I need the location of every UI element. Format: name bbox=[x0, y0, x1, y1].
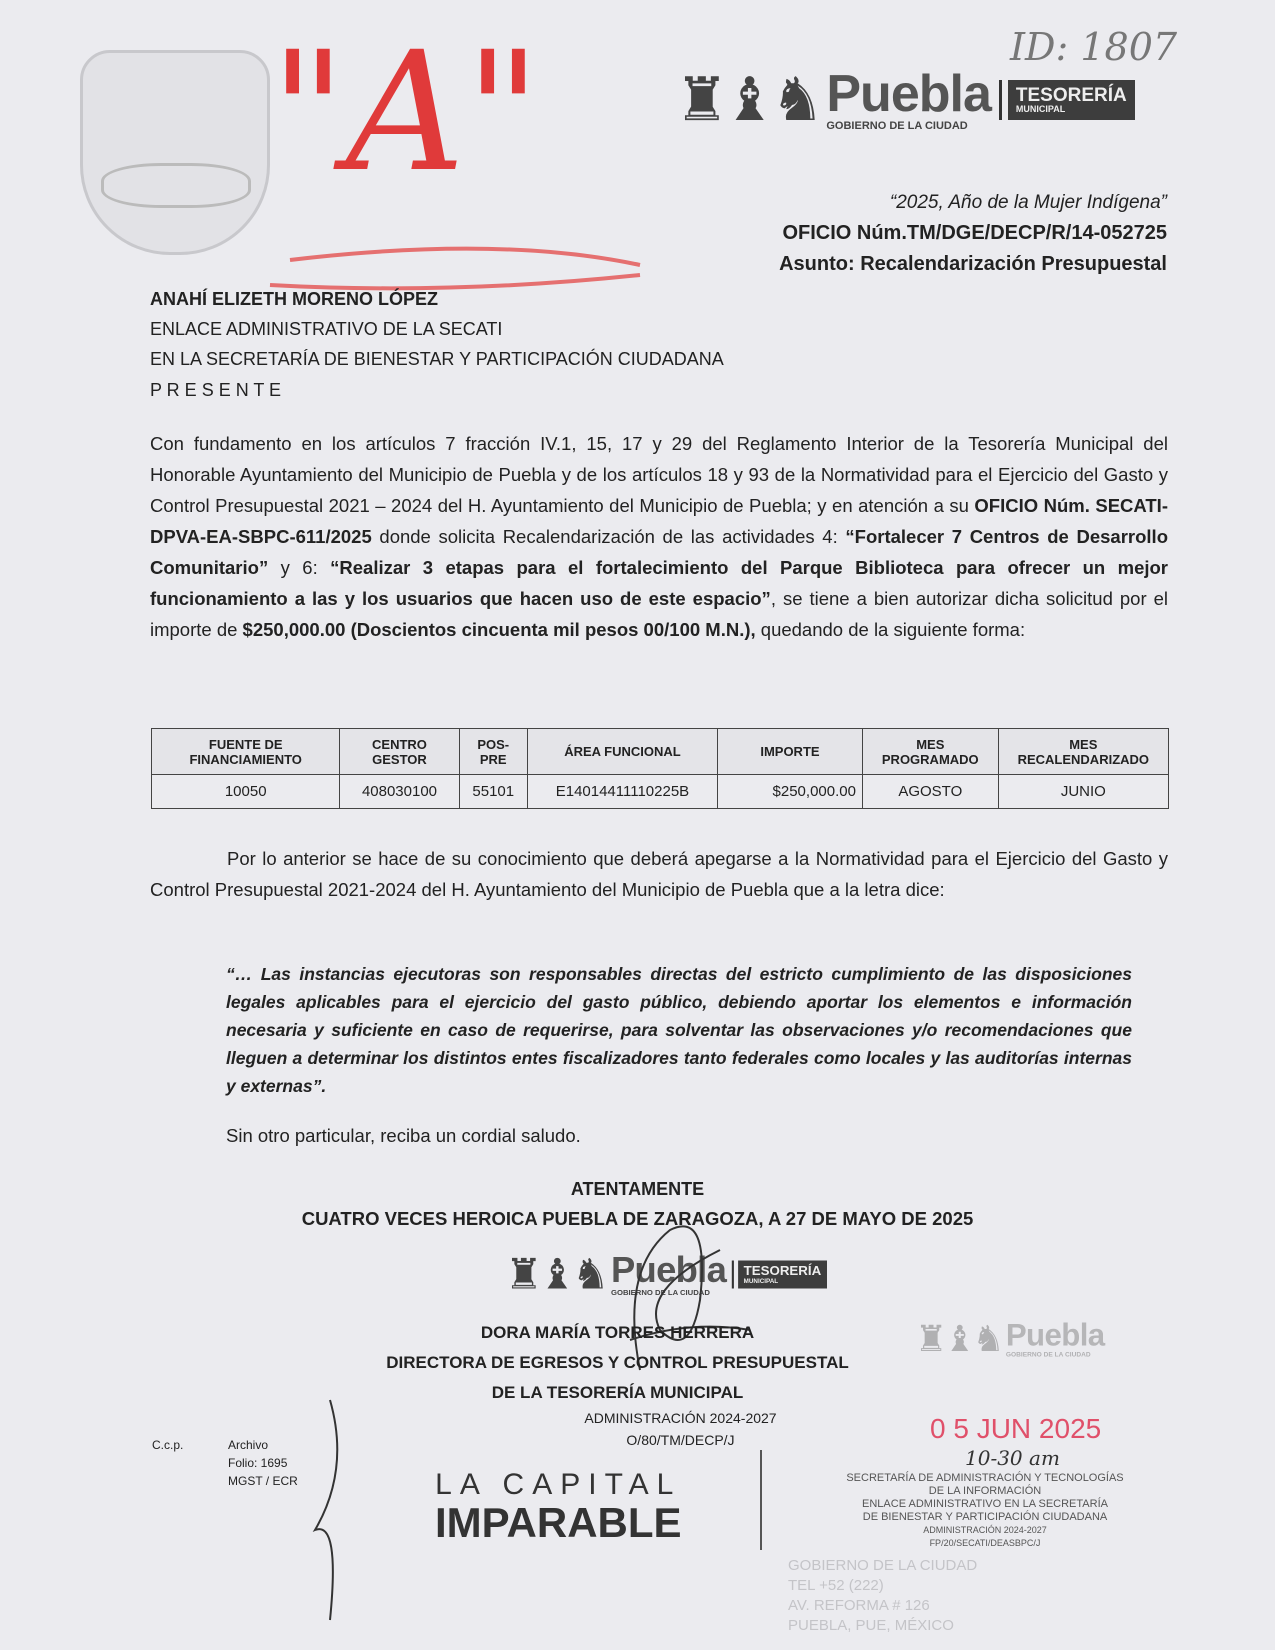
subject: Asunto: Recalendarización Presupuestal bbox=[779, 253, 1167, 275]
body-paragraph-2: Por lo anterior se hace de su conocimiento que deberá apegarse a la Normatividad para el Ejercicio del Gasto y Control Presupuestal 2021-2024 del H. Ayuntamiento del Municipio de Puebla que a la letra dice: bbox=[150, 848, 1168, 900]
slogan: LA CAPITAL IMPARABLE bbox=[435, 1468, 682, 1546]
cell: 55101 bbox=[459, 775, 527, 809]
cell: JUNIO bbox=[998, 775, 1168, 809]
header-cell: MES PROGRAMADO bbox=[862, 729, 998, 775]
header-cell: FUENTE DE FINANCIAMIENTO bbox=[152, 729, 340, 775]
cell: $250,000.00 bbox=[717, 775, 862, 809]
municipal-seal bbox=[80, 50, 270, 255]
signature-logo: ♜♝♞ Puebla GOBIERNO DE LA CIUDAD TESORERÍA MUNICIPAL bbox=[505, 1250, 827, 1299]
header-cell: MES RECALENDARIZADO bbox=[998, 729, 1168, 775]
cell: 10050 bbox=[152, 775, 340, 809]
handwritten-red-a-mark: "A" bbox=[270, 16, 541, 208]
cell: E14014411110225B bbox=[527, 775, 717, 809]
header-cell: IMPORTE bbox=[717, 729, 862, 775]
budget-table bbox=[151, 728, 1169, 809]
signer-title: DE LA TESORERÍA MUNICIPAL bbox=[491, 1383, 744, 1402]
header-cell: POS-PRE bbox=[459, 729, 527, 775]
handwritten-id: ID: 1807 bbox=[1010, 25, 1178, 69]
header-cell: ÁREA FUNCIONAL bbox=[527, 729, 717, 775]
addressee-line: ENLACE ADMINISTRATIVO DE LA SECATI bbox=[150, 319, 503, 339]
legal-quote: “… Las instancias ejecutoras son responsables directas del estricto cumplimiento de las disposiciones legales aplicables para el ejercicio del gasto público, debiendo aportar los elementos e información necesaria y suficiente en caso de requerirse, para solventar las observaciones y/o recomendaciones que lleguen a determinar los distintos entes fiscalizadores tanto federales como locales y las auditorías internas y externas”. bbox=[226, 964, 1132, 1096]
header-cell: CENTRO GESTOR bbox=[340, 729, 459, 775]
ccp-folio: Folio: 1695 bbox=[228, 1456, 288, 1470]
handwritten-initial bbox=[300, 1390, 360, 1630]
addressee-name: ANAHÍ ELIZETH MORENO LÓPEZ bbox=[150, 289, 438, 309]
ccp-initials: MGST / ECR bbox=[228, 1474, 298, 1488]
admin-period: ADMINISTRACIÓN 2024-2027 bbox=[584, 1410, 777, 1426]
table-header-row bbox=[152, 729, 1169, 775]
received-date-stamp: 0 5 JUN 2025 bbox=[930, 1413, 1102, 1444]
ccp-label: C.c.p. bbox=[152, 1438, 184, 1452]
header-logo: ♜♝♞ Puebla GOBIERNO DE LA CIUDAD TESORERÍA MUNICIPAL bbox=[675, 65, 1135, 135]
reception-stamp: SECRETARÍA DE ADMINISTRACIÓN Y TECNOLOGÍAS DE LA INFORMACIÓN ENLACE ADMINISTRATIVO EN LA SECRETARÍA DE BIENESTAR Y PARTICIPACIÓN CIUDADANA ADMINISTRACIÓN 2024-2027 FP/20/SECATI/DEASBPC/J bbox=[846, 1472, 1124, 1548]
oficio-number: OFICIO Núm.TM/DGE/DECP/R/14-052725 bbox=[782, 222, 1167, 244]
ccp-archivo: Archivo bbox=[228, 1438, 269, 1452]
cell: 408030100 bbox=[340, 775, 459, 809]
red-pencil-underline bbox=[250, 35, 650, 295]
footer-address: GOBIERNO DE LA CIUDAD TEL +52 (222) AV. REFORMA # 126 PUEBLA, PUE, MÉXICO bbox=[788, 1557, 978, 1634]
reference-code: O/80/TM/DECP/J bbox=[626, 1432, 735, 1448]
signer-name: DORA MARÍA TORRES HERRERA bbox=[480, 1323, 755, 1342]
presente: P R E S E N T E bbox=[150, 380, 282, 400]
motto: “2025, Año de la Mujer Indígena” bbox=[889, 192, 1167, 213]
faded-stamp-logo: ♜♝♞ Puebla GOBIERNO DE LA CIUDAD bbox=[915, 1318, 1105, 1359]
addressee-line: EN LA SECRETARÍA DE BIENESTAR Y PARTICIPACIÓN CIUDADANA bbox=[150, 349, 724, 369]
closing: Sin otro particular, reciba un cordial saludo. bbox=[226, 1125, 581, 1146]
signer-title: DIRECTORA DE EGRESOS Y CONTROL PRESUPUESTAL bbox=[386, 1353, 849, 1372]
cell: AGOSTO bbox=[862, 775, 998, 809]
body-paragraph-1: Con fundamento en los artículos 7 fracción IV.1, 15, 17 y 29 del Reglamento Interior de la Tesorería Municipal del Honorable Ayuntamiento del Municipio de Puebla y de los artículos 18 y 93 de la Normatividad para el Ejercicio del Gasto y Control Presupuestal 2021 – 2024 del H. Ayuntamiento del Municipio de Puebla; y en atención a su OFICIO Núm. SECATI-DPVA-EA-SBPC-611/2025 donde solicita Recalendarización de las actividades 4: “Fortalecer 7 Centros de Desarrollo Comunitario” y 6: “Realizar 3 etapas para el fortalecimiento del Parque Biblioteca para ofrecer un mejor funcionamiento a las y los usuarios que hacen uso de este espacio”, se tiene a bien autorizar dicha solicitud por el importe de $250,000.00 (Doscientos cincuenta mil pesos 00/100 M.N.), quedando de la siguiente forma: bbox=[150, 433, 1169, 640]
divider bbox=[760, 1450, 762, 1550]
place-date: CUATRO VECES HEROICA PUEBLA DE ZARAGOZA, A 27 DE MAYO DE 2025 bbox=[301, 1208, 974, 1229]
table-row bbox=[152, 775, 1169, 809]
handwritten-time: 10-30 am bbox=[965, 1446, 1060, 1470]
atentamente: ATENTAMENTE bbox=[570, 1179, 705, 1199]
